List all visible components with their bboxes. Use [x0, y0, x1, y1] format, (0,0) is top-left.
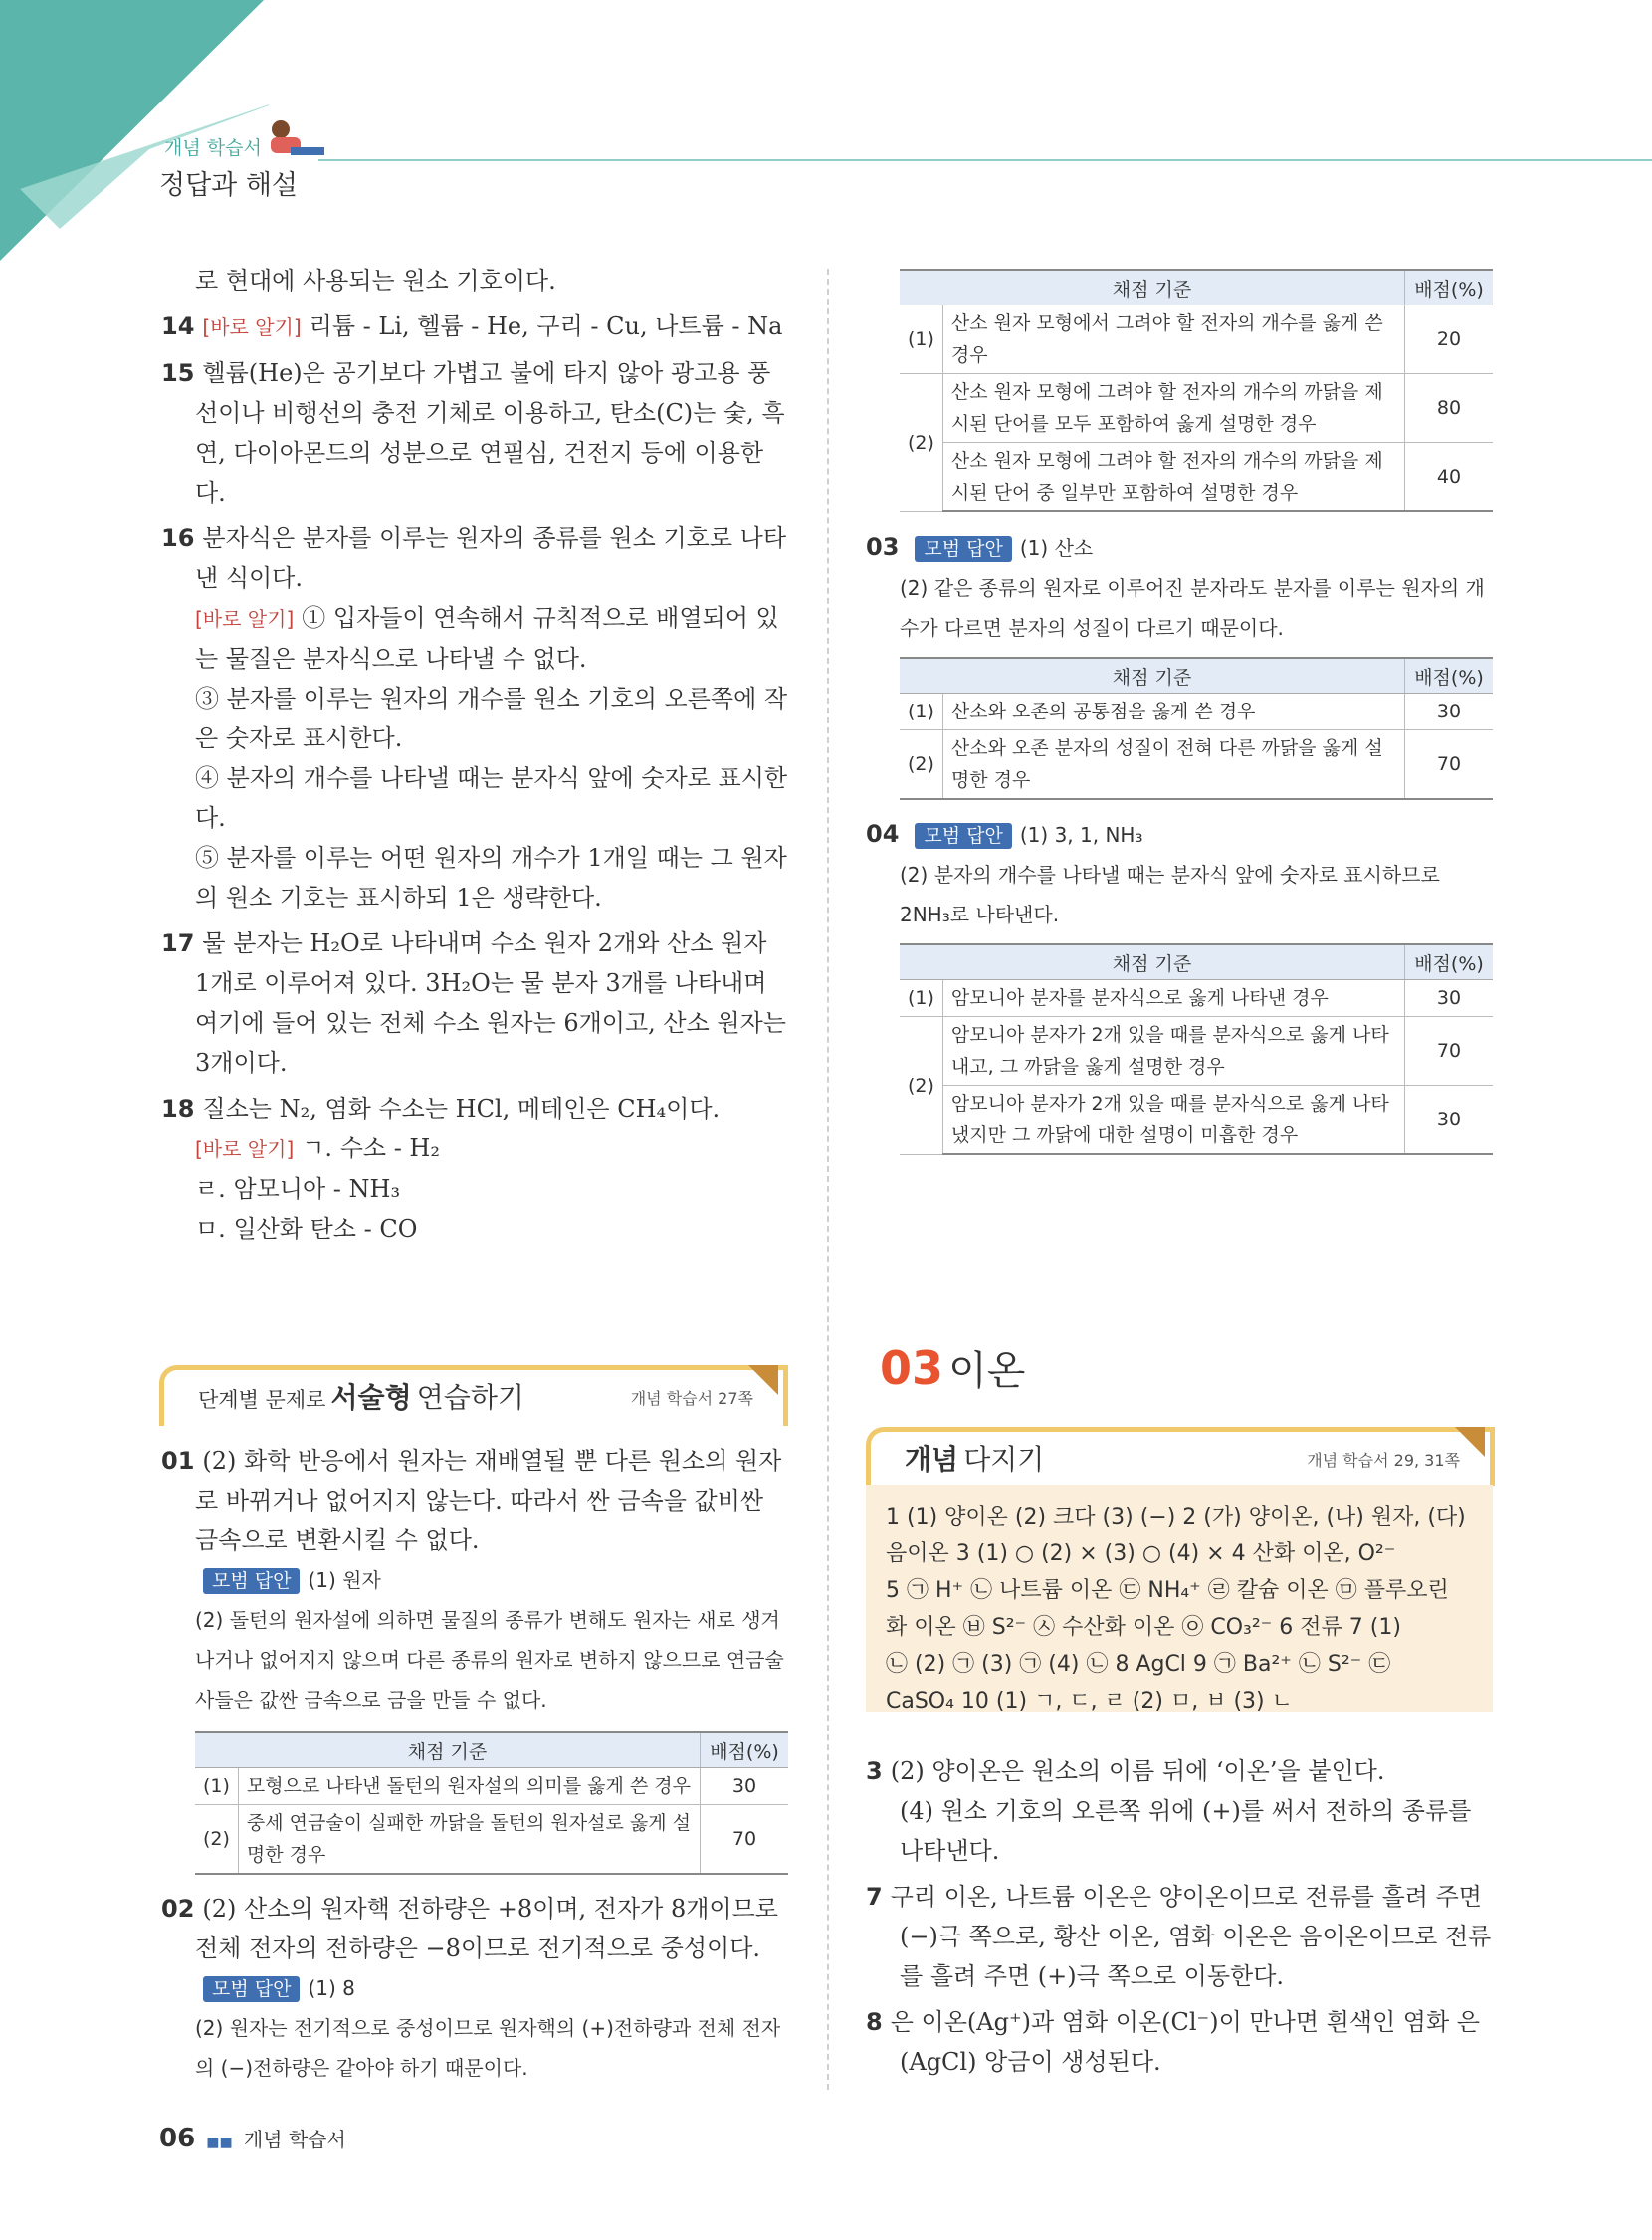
table-header-criteria: 채점 기준: [900, 658, 1405, 694]
student-icon: [261, 117, 326, 161]
table-header-criteria: 채점 기준: [195, 1732, 701, 1768]
table-header-score: 배점(%): [1405, 658, 1494, 694]
table-row: (2) 중세 연금술이 실패한 까닭을 돌턴의 원자설로 옳게 설명한 경우 70: [195, 1805, 788, 1875]
model-answer-02-1: 모범 답안 (1) 8: [161, 1968, 788, 2008]
table-row: (2) 산소 원자 모형에 그려야 할 전자의 개수의 까닭을 제시된 단어를 모두 포함하여 옳게 설명한 경우 80: [900, 374, 1493, 443]
concept-line: ㉡ (2) ㉠ (3) ㉠ (4) ㉡ 8 AgCl 9 ㉠ Ba²⁺ ㉡ S²⁻ ㉢: [886, 1652, 1391, 1677]
answer-14: 14 [바로 알기] 리튬 - Li, 헬륨 - He, 구리 - Cu, 나트륨 - Na: [161, 312, 783, 340]
answer-04-2: (2) 분자의 개수를 나타낼 때는 분자식 앞에 숫자로 표시하므로 2NH₃로 나타낸다.: [900, 863, 1440, 926]
concept-answers-box: [866, 1485, 1493, 1712]
continuation-line: 로 현대에 사용되는 원소 기호이다.: [195, 267, 556, 295]
answer-18-note-2: ㄹ. 암모니아 - NH₃: [195, 1175, 401, 1203]
answer-3: 3 (2) 양이온은 원소의 이름 뒤에 ‘이온’을 붙인다.: [866, 1757, 1385, 1785]
corner-fold: [748, 1365, 778, 1395]
answer-8: 8 은 이온(Ag⁺)과 염화 이온(Cl⁻)이 만나면 흰색인 염화 은(AgCl) 앙금이 생성된다.: [866, 2008, 1480, 2076]
answer-03-2: (2) 같은 종류의 원자로 이루어진 분자라도 분자를 이루는 원자의 개수가 다르면 분자의 성질이 다르기 때문이다.: [900, 576, 1485, 640]
section-page-ref: 개념 학습서 27쪽: [630, 1389, 753, 1408]
answer-7: 7 구리 이온, 나트륨 이온은 양이온이므로 전류를 흘려 주면 (−)극 쪽으로, 황산 이온, 염화 이온은 음이온이므로 전류를 흘려 주면 (+)극 쪽으로 이동한다.: [866, 1883, 1492, 1990]
scoring-table-02: [900, 269, 1493, 512]
concept-title: 다지기: [963, 1443, 1045, 1476]
section-title: 이온: [948, 1348, 1026, 1394]
page-number: 06: [159, 2124, 196, 2153]
table-header-score: 배점(%): [1405, 944, 1494, 980]
table-header-score: 배점(%): [701, 1732, 789, 1768]
answer-16-note-1: [바로 알기] ① 입자들이 연속해서 규칙적으로 배열되어 있는 물질은 분자식으로 나타낼 수 없다.: [195, 604, 779, 673]
section-title-post: 연습하기: [416, 1381, 524, 1414]
answer-17: 17 물 분자는 H₂O로 나타내며 수소 원자 2개와 산소 원자 1개로 이루어져 있다. 3H₂O는 물 분자 3개를 나타내며 여기에 들어 있는 전체 수소 원자는 6개이고, 산소 원자는 3개이다.: [161, 929, 786, 1077]
page-footer: [159, 2124, 346, 2153]
answer-16-note-5: ⑤ 분자를 이루는 어떤 원자의 개수가 1개일 때는 그 원자의 원소 기호는 표시하되 1은 생략한다.: [195, 844, 787, 912]
left-top-answers: [161, 261, 788, 1249]
table-row: 산소 원자 모형에 그려야 할 전자의 개수의 까닭을 제시된 단어 중 일부만 포함하여 설명한 경우 40: [900, 443, 1493, 512]
concept-line: 5 ㉠ H⁺ ㉡ 나트륨 이온 ㉢ NH₄⁺ ㉣ 칼슘 이온 ㉤ 플루오린: [886, 1578, 1449, 1603]
answer-3-b: (4) 원소 기호의 오른쪽 위에 (+)를 써서 전하의 종류를 나타낸다.: [900, 1797, 1472, 1865]
concept-page-ref: 개념 학습서 29, 31쪽: [1307, 1451, 1460, 1470]
answer-15: 15 헬륨(He)은 공기보다 가볍고 불에 타지 않아 광고용 풍선이나 비행선의 충전 기체로 이용하고, 탄소(C)는 숯, 흑연, 다이아몬드의 성분으로 연필심, 건전지 등에 이용한다.: [161, 359, 785, 507]
answer-02: 02 (2) 산소의 원자핵 전하량은 +8이며, 전자가 8개이므로 전체 전자의 전하량은 −8이므로 전기적으로 중성이다.: [161, 1895, 778, 1962]
descriptive-answers-02: [161, 1889, 788, 2088]
model-answer-01-2: (2) 돌턴의 원자설에 의하면 물질의 종류가 변해도 원자는 새로 생겨나거나 없어지지 않으며 다른 종류의 원자로 변하지 않으므로 연금술사들은 값싼 금속으로 금을 만들 수 없다.: [195, 1608, 784, 1712]
answer-04: 04 모범 답안 (1) 3, 1, NH₃: [866, 820, 1143, 848]
answer-16-note-4: ④ 분자의 개수를 나타낼 때는 분자식 앞에 숫자로 표시한다.: [195, 764, 788, 832]
model-answer-02-2: (2) 원자는 전기적으로 중성이므로 원자핵의 (+)전하량과 전체 전자의 (−)전하량은 같아야 하기 때문이다.: [195, 2016, 781, 2080]
answer-03: 03 모범 답안 (1) 산소: [866, 533, 1094, 561]
answer-18: 18 질소는 N₂, 염화 수소는 HCl, 메테인은 CH₄이다.: [161, 1095, 721, 1122]
table-row: 암모니아 분자가 2개 있을 때를 분자식으로 옳게 나타냈지만 그 까닭에 대한 설명이 미흡한 경우 30: [900, 1086, 1493, 1155]
answer-18-note-1: [바로 알기] ㄱ. 수소 - H₂: [195, 1134, 440, 1162]
answer-01: 01 (2) 화학 반응에서 원자는 재배열될 뿐 다른 원소의 원자로 바뀌거나 없어지지 않는다. 따라서 싼 금속을 값비싼 금속으로 변환시킬 수 없다.: [161, 1447, 782, 1554]
header-rule: [318, 159, 1652, 161]
descriptive-answers: [161, 1441, 788, 1720]
section-title-pre: 단계별 문제로: [198, 1388, 326, 1412]
answer-16-note-3: ③ 분자를 이루는 원자의 개수를 원소 기호의 오른쪽에 작은 숫자로 표시한다.: [195, 685, 788, 752]
concept-box-header: [866, 1427, 1495, 1486]
table-header-criteria: 채점 기준: [900, 944, 1405, 980]
table-header-score: 배점(%): [1405, 270, 1494, 305]
concept-line: 1 (1) 양이온 (2) 크다 (3) (−) 2 (가) 양이온, (나) 원자, (다): [886, 1505, 1466, 1529]
model-answer-badge: 모범 답안: [915, 823, 1011, 849]
section-title-bold: 서술형: [330, 1381, 412, 1414]
model-answer-badge: 모범 답안: [915, 536, 1011, 562]
footer-squares-icon: ■■: [206, 2135, 233, 2150]
scoring-table-04: [900, 943, 1493, 1155]
corner-fold: [1455, 1427, 1485, 1457]
answer-03-block: [866, 527, 1493, 648]
table-row: (1) 산소 원자 모형에서 그려야 할 전자의 개수를 옳게 쓴 경우 20: [900, 305, 1493, 374]
header-title: 정답과 해설: [159, 170, 298, 201]
table-row: (2) 산소와 오존 분자의 성질이 전혀 다른 까닭을 옳게 설명한 경우 70: [900, 730, 1493, 800]
ion-answers: [866, 1751, 1493, 2082]
answer-16: 16 분자식은 분자를 이루는 원자의 종류를 원소 기호로 나타낸 식이다.: [161, 524, 787, 592]
model-answer-01-1: 모범 답안 (1) 원자: [161, 1560, 788, 1600]
section-heading-ions: [880, 1339, 1025, 1396]
section-number: 03: [880, 1341, 944, 1395]
table-row: (1) 모형으로 나타낸 돌턴의 원자설의 의미를 옳게 쓴 경우 30: [195, 1768, 788, 1805]
table-row: (2) 암모니아 분자가 2개 있을 때를 분자식으로 옳게 나타내고, 그 까닭을 옳게 설명한 경우 70: [900, 1017, 1493, 1086]
concept-line: CaSO₄ 10 (1) ㄱ, ㄷ, ㄹ (2) ㅁ, ㅂ (3) ㄴ: [886, 1689, 1293, 1714]
concept-line: 화 이온 ㉥ S²⁻ ㉦ 수산화 이온 ㉧ CO₃²⁻ 6 전류 7 (1): [886, 1615, 1401, 1640]
column-divider: [827, 269, 829, 2090]
concept-title-bold: 개념: [905, 1443, 959, 1476]
table-row: (1) 산소와 오존의 공통점을 옳게 쓴 경우 30: [900, 694, 1493, 730]
concept-line: 음이온 3 (1) ○ (2) × (3) ○ (4) × 4 산화 이온, O²⁻: [886, 1541, 1396, 1566]
answer-18-note-3: ㅁ. 일산화 탄소 - CO: [195, 1215, 418, 1243]
section-header-descriptive: [159, 1365, 788, 1426]
scoring-table-03: [900, 657, 1493, 800]
footer-label: 개념 학습서: [243, 2128, 346, 2151]
table-row: (1) 암모니아 분자를 분자식으로 옳게 나타낸 경우 30: [900, 980, 1493, 1017]
model-answer-badge: 모범 답안: [203, 1568, 300, 1594]
scoring-table-01: [195, 1731, 788, 1875]
table-header-criteria: 채점 기준: [900, 270, 1405, 305]
model-answer-badge: 모범 답안: [203, 1976, 300, 2002]
answer-04-block: [866, 814, 1493, 934]
header-subtitle: 개념 학습서: [164, 137, 262, 159]
